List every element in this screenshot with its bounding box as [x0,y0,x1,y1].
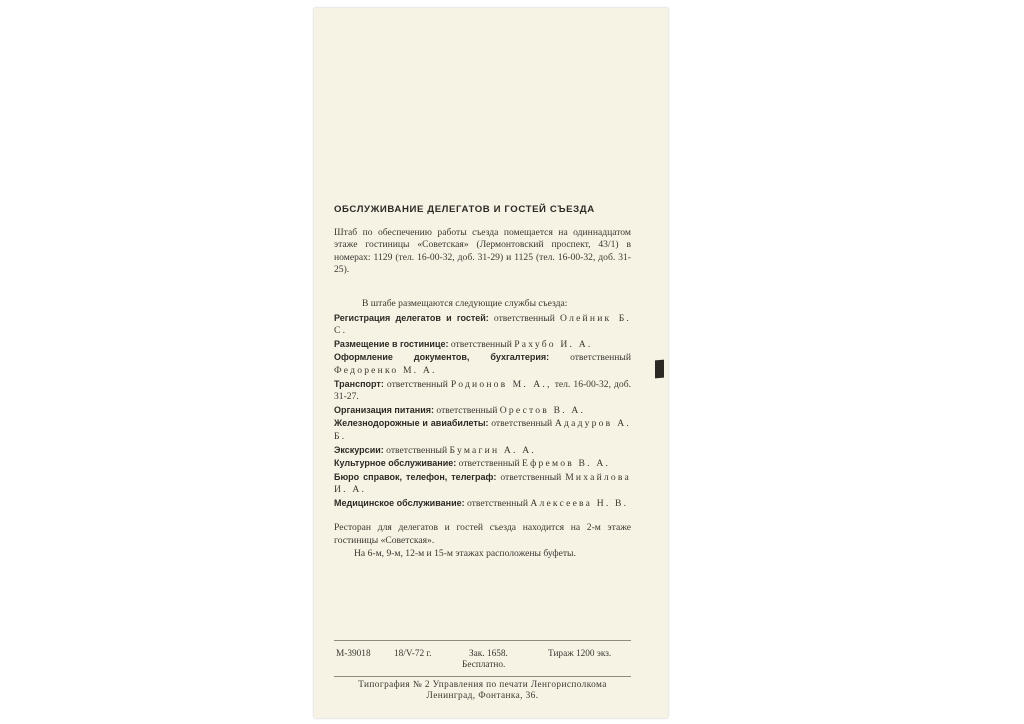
printer-info [334,680,631,702]
service-name: Транспорт: [334,378,384,389]
service-item [334,417,631,443]
service-item [334,404,631,418]
imprint-free-row [334,660,631,671]
service-person: Родионов М. А., [450,378,552,390]
buffets-paragraph: На 6-м, 9-м, 12-м и 15-м этажах расположены буфеты. [354,547,576,559]
imprint-code: М-39018 [336,649,371,659]
service-person: Ефремов В. А. [522,458,611,470]
main-content [334,204,631,560]
printer-line-2: Ленинград, Фонтанка, 36. [426,691,539,701]
service-role: ответственный [491,418,553,430]
service-role: ответственный [458,458,520,470]
imprint-run: Тираж 1200 экз. [548,649,612,659]
service-person: Орестов В. А. [499,404,586,416]
service-role: ответственный [386,444,448,456]
service-name: Железнодорожные и авиабилеты: [334,418,489,429]
service-name: Регистрация делегатов и гостей: [334,312,489,323]
service-name: Экскурсии: [334,444,384,455]
service-item [334,312,631,338]
binding-mark [655,360,664,379]
service-item [334,338,631,352]
service-person: Михайлова И. А. [334,471,631,496]
service-role: ответственный [450,338,512,350]
service-person: Бумагин А. А. [449,444,536,456]
imprint-rule-bottom [334,676,631,677]
service-item [334,351,631,377]
service-item [334,471,631,497]
service-person: Федоренко М. А. [334,364,437,376]
printer-line-1: Типография № 2 Управления по печати Ленгорисполкома [358,680,607,690]
section-heading: ОБСЛУЖИВАНИЕ ДЕЛЕГАТОВ И ГОСТЕЙ СЪЕЗДА [334,204,595,215]
service-name: Оформление документов, бухгалтерия: [334,352,550,363]
imprint-date: 18/V-72 г. [394,649,432,659]
service-item [334,444,631,458]
intro-paragraph: Штаб по обеспечению работы съезда помещается на одиннадцатом этаже гостиницы «Советская» (Лермонтовский проспект, 43/1) в номерах: 1129 (тел. 16-00-32, доб. 31-29) и 1125 (тел. 16-00-32, доб. 31-25). [334,226,631,276]
imprint-row [334,649,631,660]
service-role: ответственный [386,378,448,390]
service-person: Олейник Б. С. [334,312,631,337]
imprint-rule-top [334,640,631,641]
service-person: Ададуров А. Б. [334,418,632,442]
service-name: Размещение в гостинице: [334,338,449,349]
service-role: ответственный [493,312,555,324]
services-list [334,312,631,511]
service-person: Рахубо И. А. [514,338,593,350]
services-lead: В штабе размещаются следующие службы съезда: [362,297,568,309]
service-item [334,378,631,404]
imprint-order: Зак. 1658. [469,649,508,659]
imprint-block [334,640,631,702]
service-name: Медицинское обслуживание: [334,497,465,508]
restaurant-paragraph: Ресторан для делегатов и гостей съезда находится на 2-м этаже гостиницы «Советская». [334,522,631,547]
service-name: Культурное обслуживание: [334,458,457,469]
service-person: Алексеева Н. В. [530,497,629,509]
service-item [334,457,631,471]
service-name: Организация питания: [334,404,434,415]
document-page [314,8,668,718]
service-extra: тел. 16-00-32, доб. 31-27. [334,378,631,403]
service-item [334,497,631,511]
service-role: ответственный [467,497,528,509]
service-role: ответственный [570,352,631,364]
service-role: ответственный [500,471,562,483]
service-role: ответственный [436,404,498,416]
imprint-free: Бесплатно. [462,660,506,670]
service-name: Бюро справок, телефон, телеграф: [334,471,497,482]
